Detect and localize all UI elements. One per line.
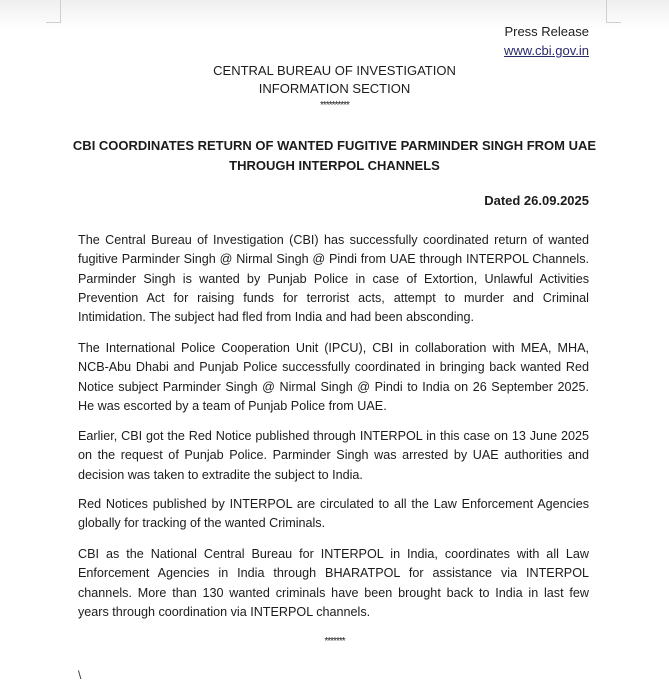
header-separator: ********** [320, 100, 349, 111]
website-link[interactable]: www.cbi.gov.in [503, 43, 589, 58]
stray-mark: \ [78, 668, 82, 682]
release-date: Dated 26.09.2025 [484, 193, 589, 208]
paragraph-1: The Central Bureau of Investigation (CBI) has successfully coordinated return of wanted fugitive Parminder Singh @ Nirmal Singh @ Pindi from UAE through INTERPOL Channels. Parminder Singh is wanted by Punjab Police in case of Extortion, Unlawful Activities Prevention Act for raising funds for terrorist acts, attempt to murder and Criminal Intimidation. The subject had fled from India and had been absconding. [78, 233, 589, 325]
paragraph-4: Red Notices published by INTERPOL are circulated to all the Law Enforcement Agencies globally for tracking of the wanted Criminals. [78, 497, 589, 531]
press-release-label: Press Release [504, 24, 589, 39]
headline-line-2: THROUGH INTERPOL CHANNELS [229, 158, 440, 173]
headline-line-1: CBI COORDINATES RETURN OF WANTED FUGITIVE PARMINDER SINGH FROM UAE [72, 138, 597, 153]
paragraph-3: Earlier, CBI got the Red Notice published through INTERPOL in this case on 13 June 2025 on the request of Punjab Police. Parminder Singh was arrested by UAE authorities and decision was taken to extradite the subject to India. [78, 429, 589, 482]
page-corner-mark-right [606, 0, 621, 23]
organization-name: CENTRAL BUREAU OF INVESTIGATION [213, 63, 456, 78]
footer-separator: ******* [324, 636, 345, 647]
paragraph-2: The International Police Cooperation Unit (IPCU), CBI in collaboration with MEA, MHA, NCB-Abu Dhabi and Punjab Police successfully coordinated in bringing back wanted Red Notice subject Parminder Singh @ Nirmal Singh @ Pindi to India on 26 September 2025. He was escorted by a team of Punjab Police from UAE. [78, 341, 589, 413]
section-name: INFORMATION SECTION [258, 81, 411, 96]
page-corner-mark-left [46, 0, 61, 23]
paragraph-5: CBI as the National Central Bureau for INTERPOL in India, coordinates with all Law Enforcement Agencies in India through BHARATPOL for assistance via INTERPOL channels. More than 130 wanted criminals have been brought back to India in last few years through coordination via INTERPOL channels. [78, 547, 589, 619]
